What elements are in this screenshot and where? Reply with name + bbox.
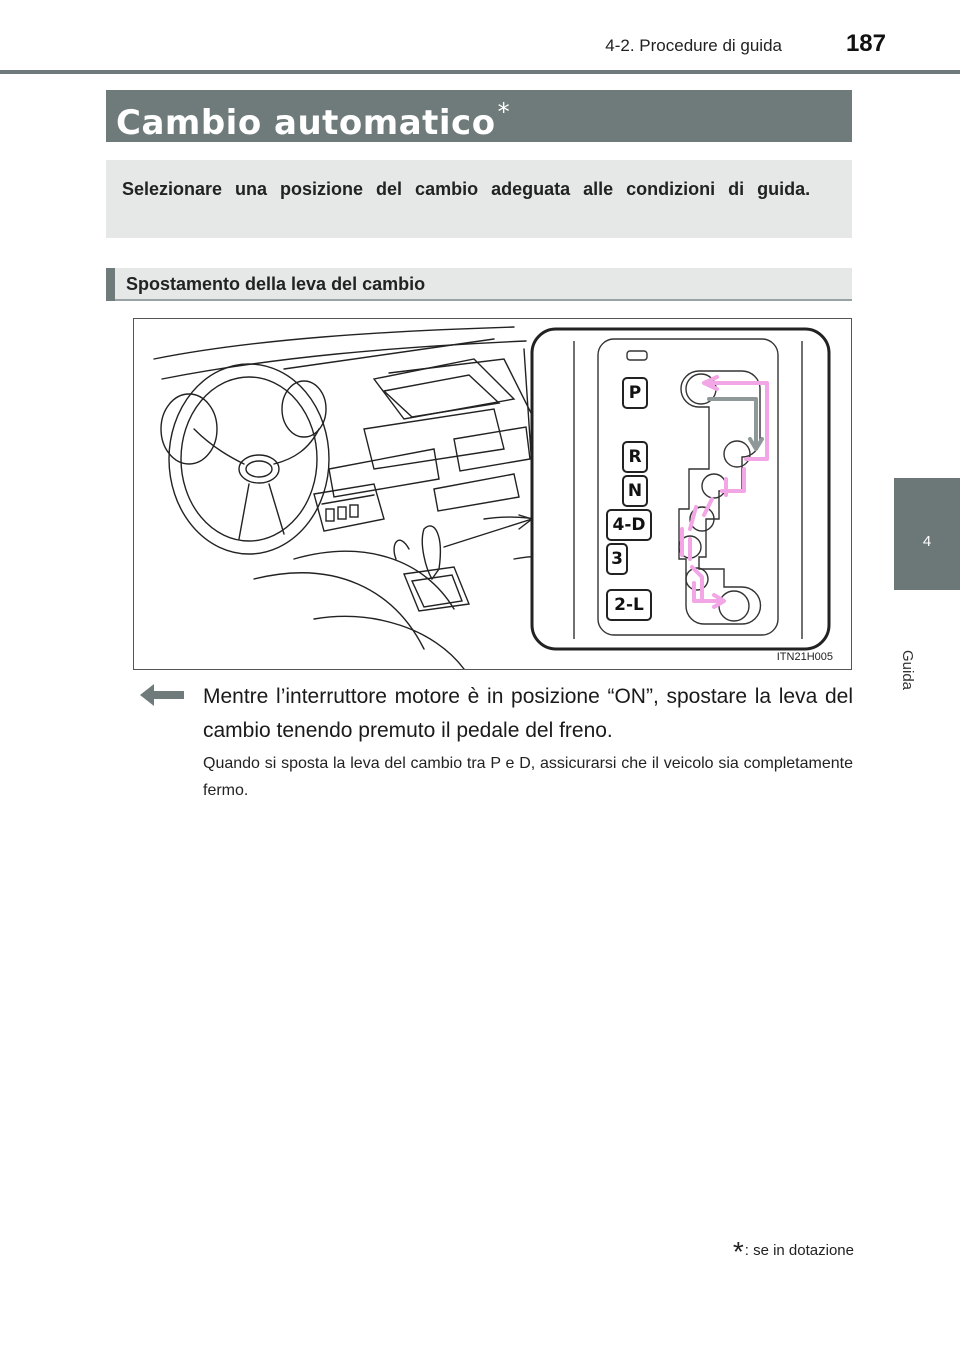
gate-label-n: N [622,475,648,507]
chapter-number: 4 [922,533,932,550]
cockpit-illustration [134,319,852,670]
instruction-text: Mentre l’interruttore motore è in posizione “ON”, spostare la leva del cambio tenendo premuto il pedale del freno. [203,685,853,742]
title-asterisk: * [497,98,511,126]
page-title-text: Cambio automatico [116,103,496,143]
subheading-bar [106,268,852,301]
intro-text: Selezionare una posizione del cambio adeguata alle condizioni di guida. [122,179,811,199]
footnote-asterisk-icon: * [732,1236,744,1267]
gate-label-p: P [622,377,648,409]
intro-box [106,160,852,238]
figure-code: ITN21H005 [776,651,833,663]
section-title: 4-2. Procedure di guida [605,36,782,55]
gate-label-r: R [622,441,648,473]
header-rule [0,70,960,74]
footnote-text: : se in dotazione [744,1242,854,1259]
page-number: 187 [845,30,886,57]
title-bar [106,90,852,142]
shift-lever-figure [133,318,852,670]
gate-label-4d: 4-D [606,509,652,541]
page-title [116,98,510,143]
chapter-tab [894,478,960,590]
gate-label-3: 3 [606,543,628,575]
chapter-label [899,610,942,691]
subheading-text: Spostamento della leva del cambio [126,274,426,294]
gate-label-2l: 2-L [606,589,652,621]
page-header [0,0,960,76]
subheading-accent [106,268,115,301]
footnote [733,1236,854,1268]
chapter-name: Guida [899,650,916,691]
arrow-bullet-icon [140,684,184,706]
note-text: Quando si sposta la leva del cambio tra P e D, assicurarsi che il veicolo sia completamente fermo. [203,755,853,799]
